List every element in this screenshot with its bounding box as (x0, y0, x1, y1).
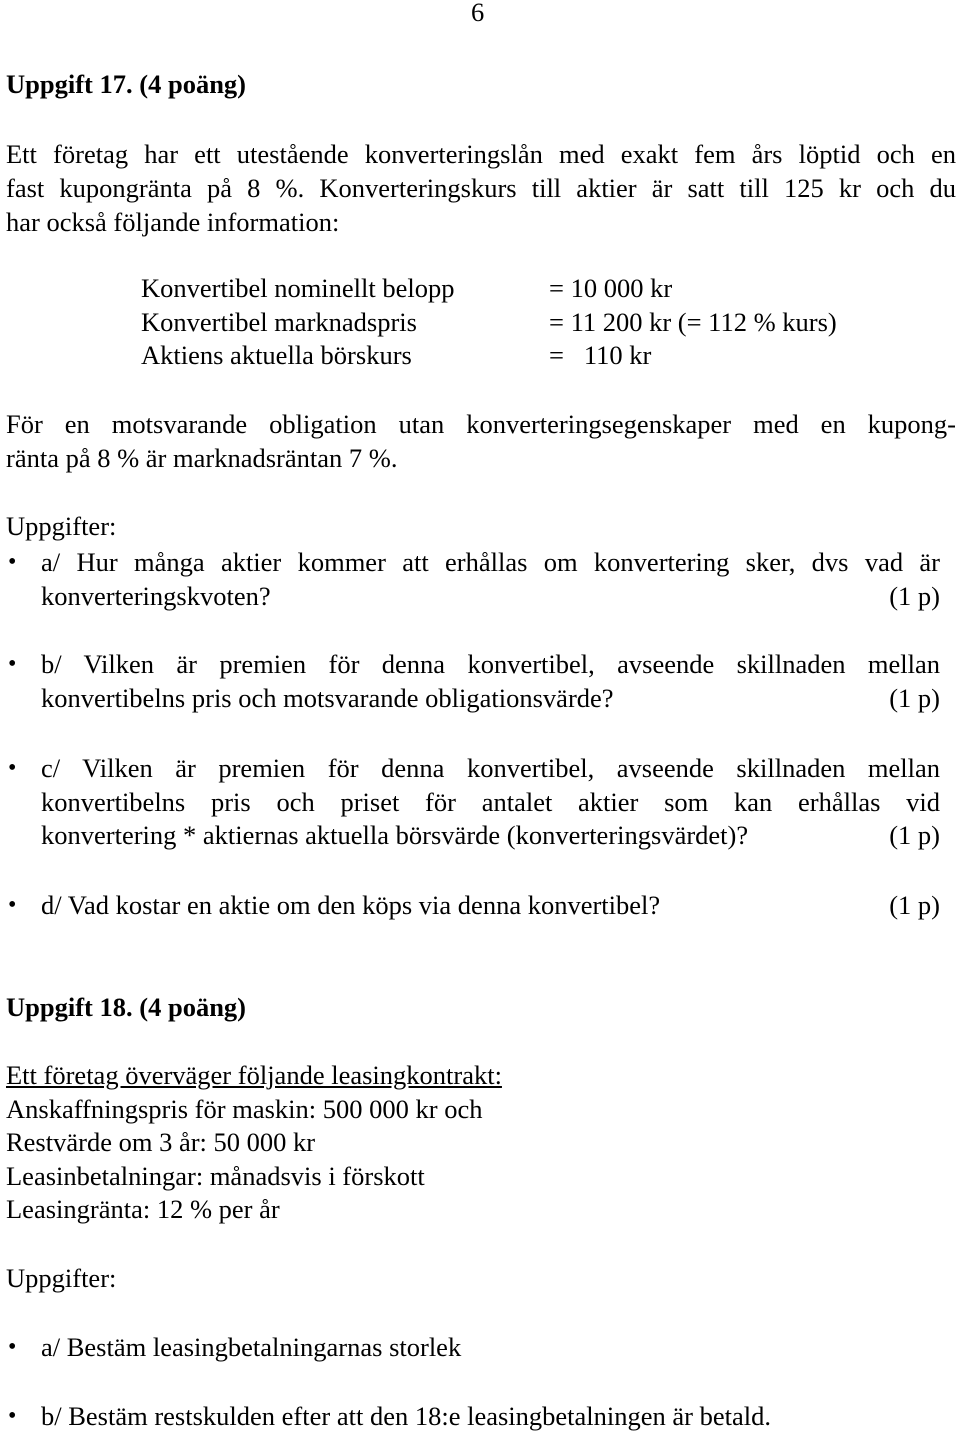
task-17-intro-line: har också följande information: (6, 207, 340, 237)
task-line: d/ Vad kostar en aktie om den köps via denna konvertibel? (41, 890, 661, 920)
task-line: konvertibelns pris och motsvarande obligationsvärde? (41, 682, 614, 713)
task-line-last (41, 580, 940, 614)
contract-line: Leasinbetalningar: månadsvis i förskott (6, 1161, 425, 1191)
info-label: Aktiens aktuella börskurs (141, 340, 412, 370)
task-line: b/ Vilken är premien för denna konvertibel, avseende skillnaden mellan (41, 649, 940, 679)
contract-title: Ett företag överväger följande leasingkontrakt: (6, 1060, 502, 1090)
task-18-item-b: b/ Bestäm restskulden efter att den 18:e leasingbetalningen är betald. (41, 1401, 771, 1431)
bullet-icon: • (8, 1334, 17, 1360)
bullet-icon: • (8, 892, 17, 918)
task-item-a (41, 546, 940, 613)
info-value: = 10 000 kr (549, 273, 673, 303)
task-line: c/ Vilken är premien för denna konvertibel, avseende skillnaden mellan (41, 753, 940, 783)
bullet-icon: • (8, 755, 17, 781)
contract-line: Anskaffningspris för maskin: 500 000 kr och (6, 1094, 483, 1124)
info-value: = 11 200 kr (= 112 % kurs) (549, 307, 837, 337)
bullet-icon: • (8, 549, 17, 575)
task-line: konvertering * aktiernas aktuella börsvärde (konverteringsvärdet)? (41, 820, 749, 850)
task-18-heading: Uppgift 18. (4 poäng) (6, 992, 247, 1022)
task-points: (1 p) (889, 890, 940, 920)
info-label: Konvertibel marknadspris (141, 307, 417, 337)
bond-text-line: ränta på 8 % är marknadsräntan 7 %. (6, 443, 398, 473)
task-points: (1 p) (889, 580, 940, 611)
task-line-last (41, 819, 940, 853)
task-item-c (41, 752, 940, 853)
task-item-b (41, 648, 940, 715)
bond-text-line: För en motsvarande obligation utan konverteringsegenskaper med en kupong- (6, 409, 956, 439)
tasks-label: Uppgifter: (6, 511, 117, 541)
contract-line: Restvärde om 3 år: 50 000 kr (6, 1127, 316, 1157)
task-points: (1 p) (889, 820, 940, 850)
info-label: Konvertibel nominellt belopp (141, 273, 455, 303)
task-17-heading: Uppgift 17. (4 poäng) (6, 69, 247, 99)
task-points: (1 p) (889, 682, 940, 713)
info-value: = 110 kr (549, 340, 652, 370)
tasks-label: Uppgifter: (6, 1263, 117, 1293)
task-line: konvertibelns pris och priset för antalet aktier som kan erhållas vid (41, 786, 940, 817)
task-line-last (41, 889, 940, 923)
bullet-icon: • (8, 651, 17, 677)
contract-line: Leasingränta: 12 % per år (6, 1194, 280, 1224)
task-line-last (41, 682, 940, 716)
page-number: 6 (471, 0, 485, 27)
task-line: konverteringskvoten? (41, 580, 271, 611)
task-17-intro-line: fast kupongränta på 8 %. Konverteringskurs till aktier är satt till 125 kr och du (6, 173, 956, 203)
task-line: a/ Hur många aktier kommer att erhållas om konvertering sker, dvs vad är (41, 547, 940, 577)
task-item-d (41, 889, 940, 923)
bullet-icon: • (8, 1403, 17, 1429)
task-18-item-a: a/ Bestäm leasingbetalningarnas storlek (41, 1332, 462, 1362)
task-17-intro-line: Ett företag har ett utestående konverteringslån med exakt fem års löptid och en (6, 139, 956, 169)
